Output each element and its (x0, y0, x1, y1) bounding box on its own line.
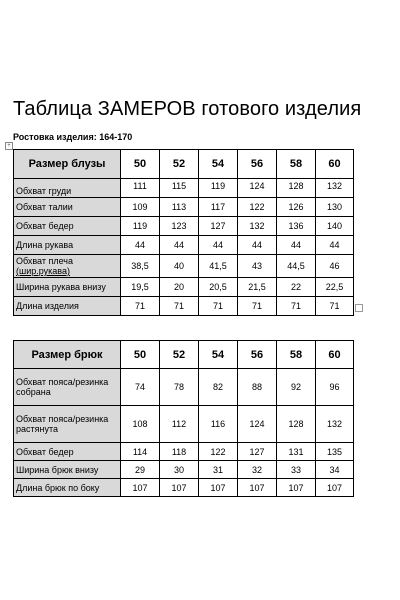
size-header-cell: 54 (199, 341, 238, 369)
value-cell: 119 (199, 179, 238, 198)
size-header-cell: 56 (238, 341, 277, 369)
value-cell: 114 (121, 443, 160, 461)
size-header-cell: 52 (160, 150, 199, 179)
value-cell: 130 (316, 198, 354, 217)
value-cell: 116 (199, 406, 238, 443)
size-header-cell: 58 (277, 341, 316, 369)
value-cell: 74 (121, 369, 160, 406)
table-move-handle-icon[interactable]: + (5, 142, 13, 150)
value-cell: 107 (199, 479, 238, 497)
value-cell: 71 (160, 297, 199, 316)
pants-measurements-table (13, 340, 354, 497)
value-cell: 122 (199, 443, 238, 461)
value-cell: 71 (238, 297, 277, 316)
value-cell: 136 (277, 217, 316, 236)
value-cell: 44 (316, 236, 354, 255)
size-header-cell: 60 (316, 150, 354, 179)
row-label: Длина рукава (14, 236, 121, 255)
value-cell: 124 (238, 179, 277, 198)
value-cell: 127 (238, 443, 277, 461)
value-cell: 127 (199, 217, 238, 236)
value-cell: 111 (121, 179, 160, 198)
row-label: Обхват талии (14, 198, 121, 217)
row-label: Длина брюк по боку (14, 479, 121, 497)
height-range-subtitle: Ростовка изделия: 164-170 (13, 132, 133, 142)
table-row (14, 369, 354, 406)
value-cell: 117 (199, 198, 238, 217)
size-header-cell: 50 (121, 150, 160, 179)
value-cell: 107 (277, 479, 316, 497)
value-cell: 71 (121, 297, 160, 316)
value-cell: 140 (316, 217, 354, 236)
row-label: Длина изделия (14, 297, 121, 316)
pants-size-header: Размер брюк (14, 341, 121, 369)
value-cell: 109 (121, 198, 160, 217)
row-label-line1: Обхват плеча (16, 256, 73, 266)
table-row (14, 479, 354, 497)
value-cell: 31 (199, 461, 238, 479)
value-cell: 113 (160, 198, 199, 217)
value-cell: 71 (199, 297, 238, 316)
blouse-size-header: Размер блузы (14, 150, 121, 179)
value-cell: 112 (160, 406, 199, 443)
table-row (14, 406, 354, 443)
value-cell: 22,5 (316, 278, 354, 297)
value-cell: 123 (160, 217, 199, 236)
document-title: Таблица ЗАМЕРОВ готового изделия (13, 98, 362, 120)
value-cell: 126 (277, 198, 316, 217)
table-row (14, 198, 354, 217)
row-label-line2: (шир.рукава) (16, 266, 70, 276)
value-cell: 44 (238, 236, 277, 255)
value-cell: 119 (121, 217, 160, 236)
size-header-cell: 58 (277, 150, 316, 179)
value-cell: 40 (160, 255, 199, 278)
value-cell: 30 (160, 461, 199, 479)
value-cell: 132 (316, 406, 354, 443)
value-cell: 22 (277, 278, 316, 297)
value-cell: 107 (316, 479, 354, 497)
value-cell: 78 (160, 369, 199, 406)
table-row (14, 236, 354, 255)
row-label: Ширина брюк внизу (14, 461, 121, 479)
value-cell: 132 (238, 217, 277, 236)
value-cell: 115 (160, 179, 199, 198)
value-cell: 20,5 (199, 278, 238, 297)
value-cell: 108 (121, 406, 160, 443)
value-cell: 32 (238, 461, 277, 479)
value-cell: 41,5 (199, 255, 238, 278)
value-cell: 38,5 (121, 255, 160, 278)
table-row (14, 255, 354, 278)
row-label: Обхват груди (14, 179, 121, 198)
value-cell: 44 (160, 236, 199, 255)
row-label (14, 255, 121, 278)
value-cell: 92 (277, 369, 316, 406)
value-cell: 107 (160, 479, 199, 497)
table-header-row (14, 150, 354, 179)
value-cell: 132 (316, 179, 354, 198)
table-row (14, 278, 354, 297)
size-header-cell: 52 (160, 341, 199, 369)
table-row (14, 461, 354, 479)
value-cell: 44,5 (277, 255, 316, 278)
value-cell: 19,5 (121, 278, 160, 297)
value-cell: 44 (121, 236, 160, 255)
value-cell: 107 (238, 479, 277, 497)
size-header-cell: 50 (121, 341, 160, 369)
value-cell: 21,5 (238, 278, 277, 297)
value-cell: 44 (199, 236, 238, 255)
value-cell: 44 (277, 236, 316, 255)
value-cell: 135 (316, 443, 354, 461)
value-cell: 128 (277, 406, 316, 443)
value-cell: 71 (277, 297, 316, 316)
table-header-row (14, 341, 354, 369)
row-label: Обхват пояса/резинка собрана (14, 369, 121, 406)
blouse-measurements-table (13, 149, 354, 316)
row-label: Обхват пояса/резинка растянута (14, 406, 121, 443)
table-row (14, 443, 354, 461)
table-row (14, 217, 354, 236)
value-cell: 107 (121, 479, 160, 497)
value-cell: 71 (316, 297, 354, 316)
value-cell: 128 (277, 179, 316, 198)
value-cell: 33 (277, 461, 316, 479)
value-cell: 82 (199, 369, 238, 406)
value-cell: 43 (238, 255, 277, 278)
size-header-cell: 60 (316, 341, 354, 369)
table-row (14, 179, 354, 198)
table-resize-handle-icon[interactable] (355, 304, 363, 312)
value-cell: 124 (238, 406, 277, 443)
value-cell: 29 (121, 461, 160, 479)
size-header-cell: 54 (199, 150, 238, 179)
value-cell: 96 (316, 369, 354, 406)
value-cell: 34 (316, 461, 354, 479)
table-row (14, 297, 354, 316)
row-label: Обхват бедер (14, 443, 121, 461)
value-cell: 46 (316, 255, 354, 278)
value-cell: 88 (238, 369, 277, 406)
value-cell: 118 (160, 443, 199, 461)
value-cell: 20 (160, 278, 199, 297)
value-cell: 131 (277, 443, 316, 461)
size-header-cell: 56 (238, 150, 277, 179)
row-label: Обхват бедер (14, 217, 121, 236)
row-label: Ширина рукава внизу (14, 278, 121, 297)
value-cell: 122 (238, 198, 277, 217)
